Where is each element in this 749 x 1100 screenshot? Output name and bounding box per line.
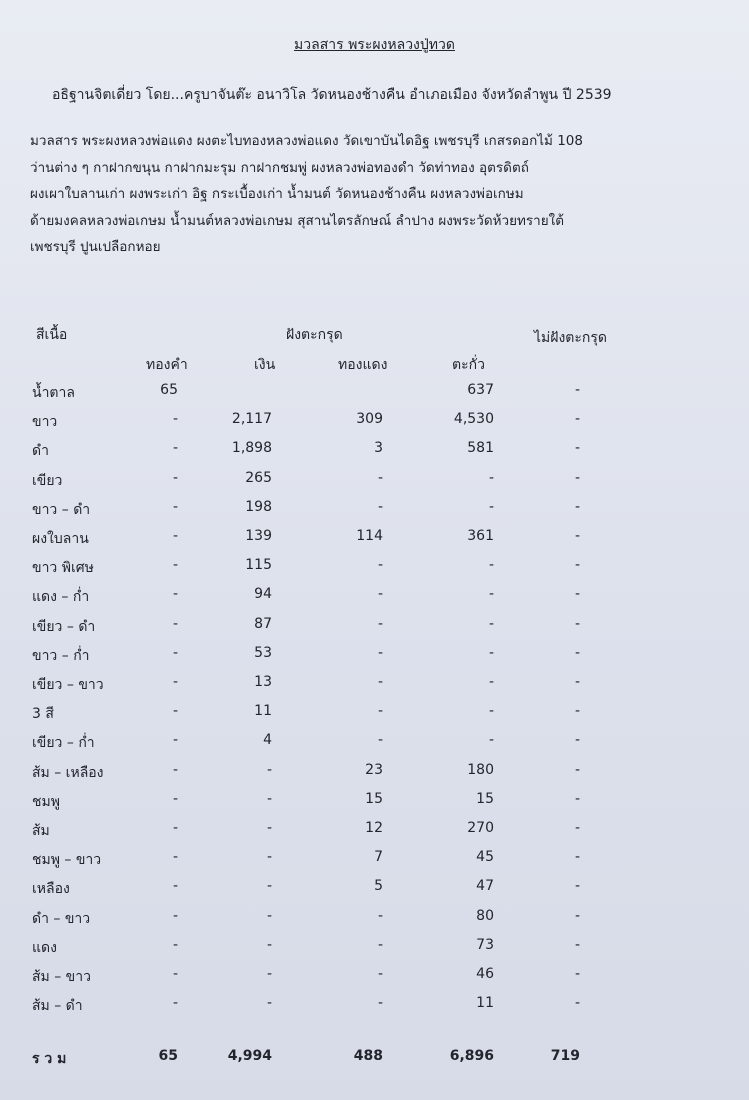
- cell-copper: 3: [374, 440, 383, 457]
- cell-lead: 15: [476, 790, 494, 807]
- row-label: ดำ – ขาว: [32, 910, 91, 927]
- cell-silver: -: [266, 761, 272, 778]
- cell-none: -: [574, 849, 580, 866]
- row-label: ขาว พิเศษ: [32, 560, 94, 577]
- cell-lead: 46: [476, 966, 494, 982]
- cell-gold: -: [172, 761, 178, 778]
- cell-copper: -: [377, 557, 383, 574]
- cell-none: -: [574, 790, 580, 807]
- cell-copper: 7: [374, 849, 383, 866]
- cell-copper: -: [377, 995, 383, 1012]
- row-label: เหลือง: [32, 881, 70, 898]
- document-subtitle: อธิฐานจิตเดี่ยว โดย...ครูบาจันต๊ะ อนาวิโล วัดหนองช้างคืน อำเภอเมือง จังหวัดลำพูน ปี 2539: [52, 87, 612, 103]
- cell-lead: -: [488, 703, 494, 720]
- cell-copper: -: [377, 907, 383, 924]
- cell-none: -: [574, 557, 580, 574]
- cell-copper: 15: [365, 790, 383, 807]
- cell-gold: -: [172, 995, 178, 1012]
- cell-lead: -: [488, 615, 494, 632]
- cell-none: -: [574, 586, 580, 603]
- cell-copper: -: [377, 586, 383, 603]
- cell-silver: -: [266, 849, 272, 866]
- row-label: เขียว – ก่ำ: [32, 735, 95, 752]
- cell-none: -: [574, 498, 580, 515]
- cell-gold: -: [172, 878, 178, 895]
- cell-lead: 11: [476, 995, 494, 1012]
- row-label: 3 สี: [32, 706, 54, 723]
- cell-none: -: [574, 469, 580, 486]
- cell-copper: -: [377, 966, 383, 982]
- cell-silver: 265: [245, 469, 272, 486]
- cell-silver: 87: [254, 615, 272, 632]
- row-label: ขาว: [32, 414, 58, 431]
- cell-lead: -: [488, 732, 494, 749]
- table-row: [0, 411, 749, 433]
- cell-lead: -: [488, 674, 494, 690]
- cell-lead: -: [488, 586, 494, 603]
- row-label: ดำ: [32, 443, 49, 460]
- cell-lead: -: [488, 644, 494, 661]
- cell-silver: 94: [254, 586, 272, 603]
- cell-gold: -: [172, 703, 178, 720]
- row-label: ส้ม: [32, 823, 50, 839]
- table-row: [0, 382, 749, 404]
- cell-gold: -: [172, 644, 178, 661]
- paragraph-line: มวลสาร พระผงหลวงพ่อแดง ผงตะไบทองหลวงพ่อแดง วัดเขาบันไดอิฐ เพชรบุรี เกสรดอกไม้ 108: [30, 133, 583, 149]
- cell-silver: -: [266, 995, 272, 1012]
- cell-silver: -: [266, 936, 272, 953]
- cell-none: -: [574, 820, 580, 836]
- cell-none: -: [574, 936, 580, 953]
- table-row: [0, 732, 749, 754]
- table-row: [0, 762, 749, 784]
- cell-none: -: [574, 995, 580, 1012]
- cell-silver: -: [266, 790, 272, 807]
- cell-lead: 4,530: [453, 411, 494, 428]
- cell-lead: 361: [467, 528, 494, 544]
- cell-copper: 23: [365, 761, 383, 778]
- cell-copper: -: [377, 644, 383, 661]
- row-label: น้ำตาล: [32, 385, 75, 401]
- table-row: [0, 791, 749, 813]
- subheader-copper: ทองแดง: [338, 357, 388, 373]
- row-label: ขาว – ก่ำ: [32, 647, 90, 664]
- cell-gold: -: [172, 820, 178, 836]
- cell-copper: -: [377, 936, 383, 953]
- row-label: แดง – ก่ำ: [32, 589, 90, 606]
- total-silver: 4,994: [227, 1048, 272, 1064]
- cell-copper: -: [377, 498, 383, 515]
- document-title: มวลสาร พระผงหลวงปู่ทวด: [294, 37, 455, 53]
- table-row: [0, 557, 749, 579]
- header-not-embedded: ไม่ฝังตะกรุด: [534, 330, 608, 346]
- cell-none: -: [574, 644, 580, 661]
- paragraph-line: ว่านต่าง ๆ กาฝากขนุน กาฝากมะรุม กาฝากชมพู่ ผงหลวงพ่อทองดำ วัดท่าทอง อุตรดิตถ์: [30, 159, 529, 176]
- table-row: [0, 586, 749, 608]
- row-label: เขียว: [32, 472, 63, 489]
- total-label: ร ว ม: [32, 1051, 67, 1067]
- subheader-lead: ตะกั่ว: [452, 357, 485, 373]
- cell-gold: -: [172, 936, 178, 953]
- cell-copper: -: [377, 469, 383, 486]
- cell-gold: -: [172, 528, 178, 544]
- header-color: สีเนื้อ: [36, 327, 68, 343]
- table-row: [0, 937, 749, 959]
- cell-silver: 115: [245, 557, 272, 574]
- cell-copper: -: [377, 674, 383, 690]
- cell-none: -: [574, 440, 580, 457]
- table-row: [0, 616, 749, 638]
- table-row: [0, 674, 749, 696]
- paragraph-line: เพชรบุรี ปูนเปลือกหอย: [30, 239, 161, 255]
- row-label: แดง: [32, 939, 57, 956]
- cell-silver: 2,117: [231, 411, 272, 428]
- cell-silver: -: [266, 907, 272, 924]
- cell-lead: -: [488, 469, 494, 486]
- table-row: [0, 820, 749, 842]
- table-row: [0, 966, 749, 988]
- cell-gold: -: [172, 498, 178, 515]
- row-label: ส้ม – ดำ: [32, 998, 83, 1015]
- cell-gold: -: [172, 557, 178, 574]
- cell-lead: 581: [467, 440, 494, 457]
- cell-none: -: [574, 907, 580, 924]
- cell-lead: 47: [476, 878, 494, 895]
- cell-lead: -: [488, 557, 494, 574]
- cell-lead: 80: [476, 907, 494, 924]
- total-row: [0, 1048, 749, 1070]
- row-label: ส้ม – เหลือง: [32, 764, 104, 781]
- cell-none: -: [574, 878, 580, 895]
- row-label: ชมพู – ขาว: [32, 852, 102, 869]
- cell-none: -: [574, 528, 580, 544]
- total-lead: 6,896: [449, 1048, 494, 1064]
- row-label: เขียว – ขาว: [32, 677, 104, 693]
- header-embedded: ฝังตะกรุด: [286, 327, 343, 343]
- cell-silver: 13: [254, 674, 272, 690]
- subheader-silver: เงิน: [254, 357, 276, 373]
- table-row: [0, 645, 749, 667]
- cell-silver: 53: [254, 644, 272, 661]
- total-copper: 488: [353, 1048, 383, 1064]
- cell-silver: 1,898: [231, 440, 272, 457]
- cell-gold: -: [172, 411, 178, 428]
- cell-lead: 270: [467, 820, 494, 836]
- cell-silver: 4: [263, 732, 272, 749]
- paragraph-line: ผงเผาใบลานเก่า ผงพระเก่า อิฐ กระเบื้องเก่า น้ำมนต์ วัดหนองช้างคืน ผงหลวงพ่อเกษม: [30, 186, 524, 202]
- cell-silver: 139: [245, 528, 272, 544]
- cell-gold: -: [172, 586, 178, 603]
- cell-lead: 45: [476, 849, 494, 866]
- paragraph-line: ด้ายมงคลหลวงพ่อเกษม น้ำมนต์หลวงพ่อเกษม สุสานไตรลักษณ์ ลำปาง ผงพระวัดห้วยทรายใต้: [30, 212, 564, 229]
- cell-copper: 114: [356, 528, 383, 544]
- subheader-gold: ทองคำ: [146, 357, 188, 373]
- row-label: เขียว – ดำ: [32, 618, 96, 635]
- cell-none: -: [574, 674, 580, 690]
- cell-gold: -: [172, 790, 178, 807]
- cell-copper: 309: [356, 411, 383, 428]
- cell-none: -: [574, 732, 580, 749]
- table-row: [0, 470, 749, 492]
- cell-lead: -: [488, 498, 494, 515]
- table-row: [0, 878, 749, 900]
- cell-silver: -: [266, 878, 272, 895]
- cell-silver: 11: [254, 703, 272, 720]
- cell-silver: -: [266, 820, 272, 836]
- cell-copper: -: [377, 615, 383, 632]
- table-row: [0, 499, 749, 521]
- table-row: [0, 995, 749, 1017]
- table-row: [0, 703, 749, 725]
- cell-none: -: [574, 382, 580, 398]
- cell-gold: -: [172, 849, 178, 866]
- cell-none: -: [574, 615, 580, 632]
- row-label: ขาว – ดำ: [32, 501, 91, 518]
- cell-gold: -: [172, 966, 178, 982]
- cell-none: -: [574, 966, 580, 982]
- cell-lead: 637: [467, 382, 494, 398]
- cell-gold: -: [172, 674, 178, 690]
- table-row: [0, 908, 749, 930]
- cell-gold: -: [172, 615, 178, 632]
- row-label: ผงใบลาน: [32, 531, 89, 547]
- cell-silver: -: [266, 966, 272, 982]
- table-row: [0, 528, 749, 550]
- cell-copper: -: [377, 732, 383, 749]
- cell-gold: -: [172, 732, 178, 749]
- row-label: ชมพู: [32, 793, 60, 810]
- cell-lead: 73: [476, 936, 494, 953]
- cell-copper: 5: [374, 878, 383, 895]
- total-gold: 65: [158, 1048, 178, 1064]
- materials-paragraph: [30, 128, 720, 261]
- cell-gold: -: [172, 469, 178, 486]
- cell-gold: 65: [160, 382, 178, 398]
- cell-gold: -: [172, 440, 178, 457]
- cell-copper: 12: [365, 820, 383, 836]
- table-row: [0, 440, 749, 462]
- cell-none: -: [574, 411, 580, 428]
- table-row: [0, 849, 749, 871]
- cell-gold: -: [172, 907, 178, 924]
- cell-copper: -: [377, 703, 383, 720]
- cell-none: -: [574, 761, 580, 778]
- row-label: ส้ม – ขาว: [32, 969, 91, 985]
- cell-lead: 180: [467, 761, 494, 778]
- cell-none: -: [574, 703, 580, 720]
- total-none: 719: [550, 1048, 580, 1064]
- cell-silver: 198: [245, 498, 272, 515]
